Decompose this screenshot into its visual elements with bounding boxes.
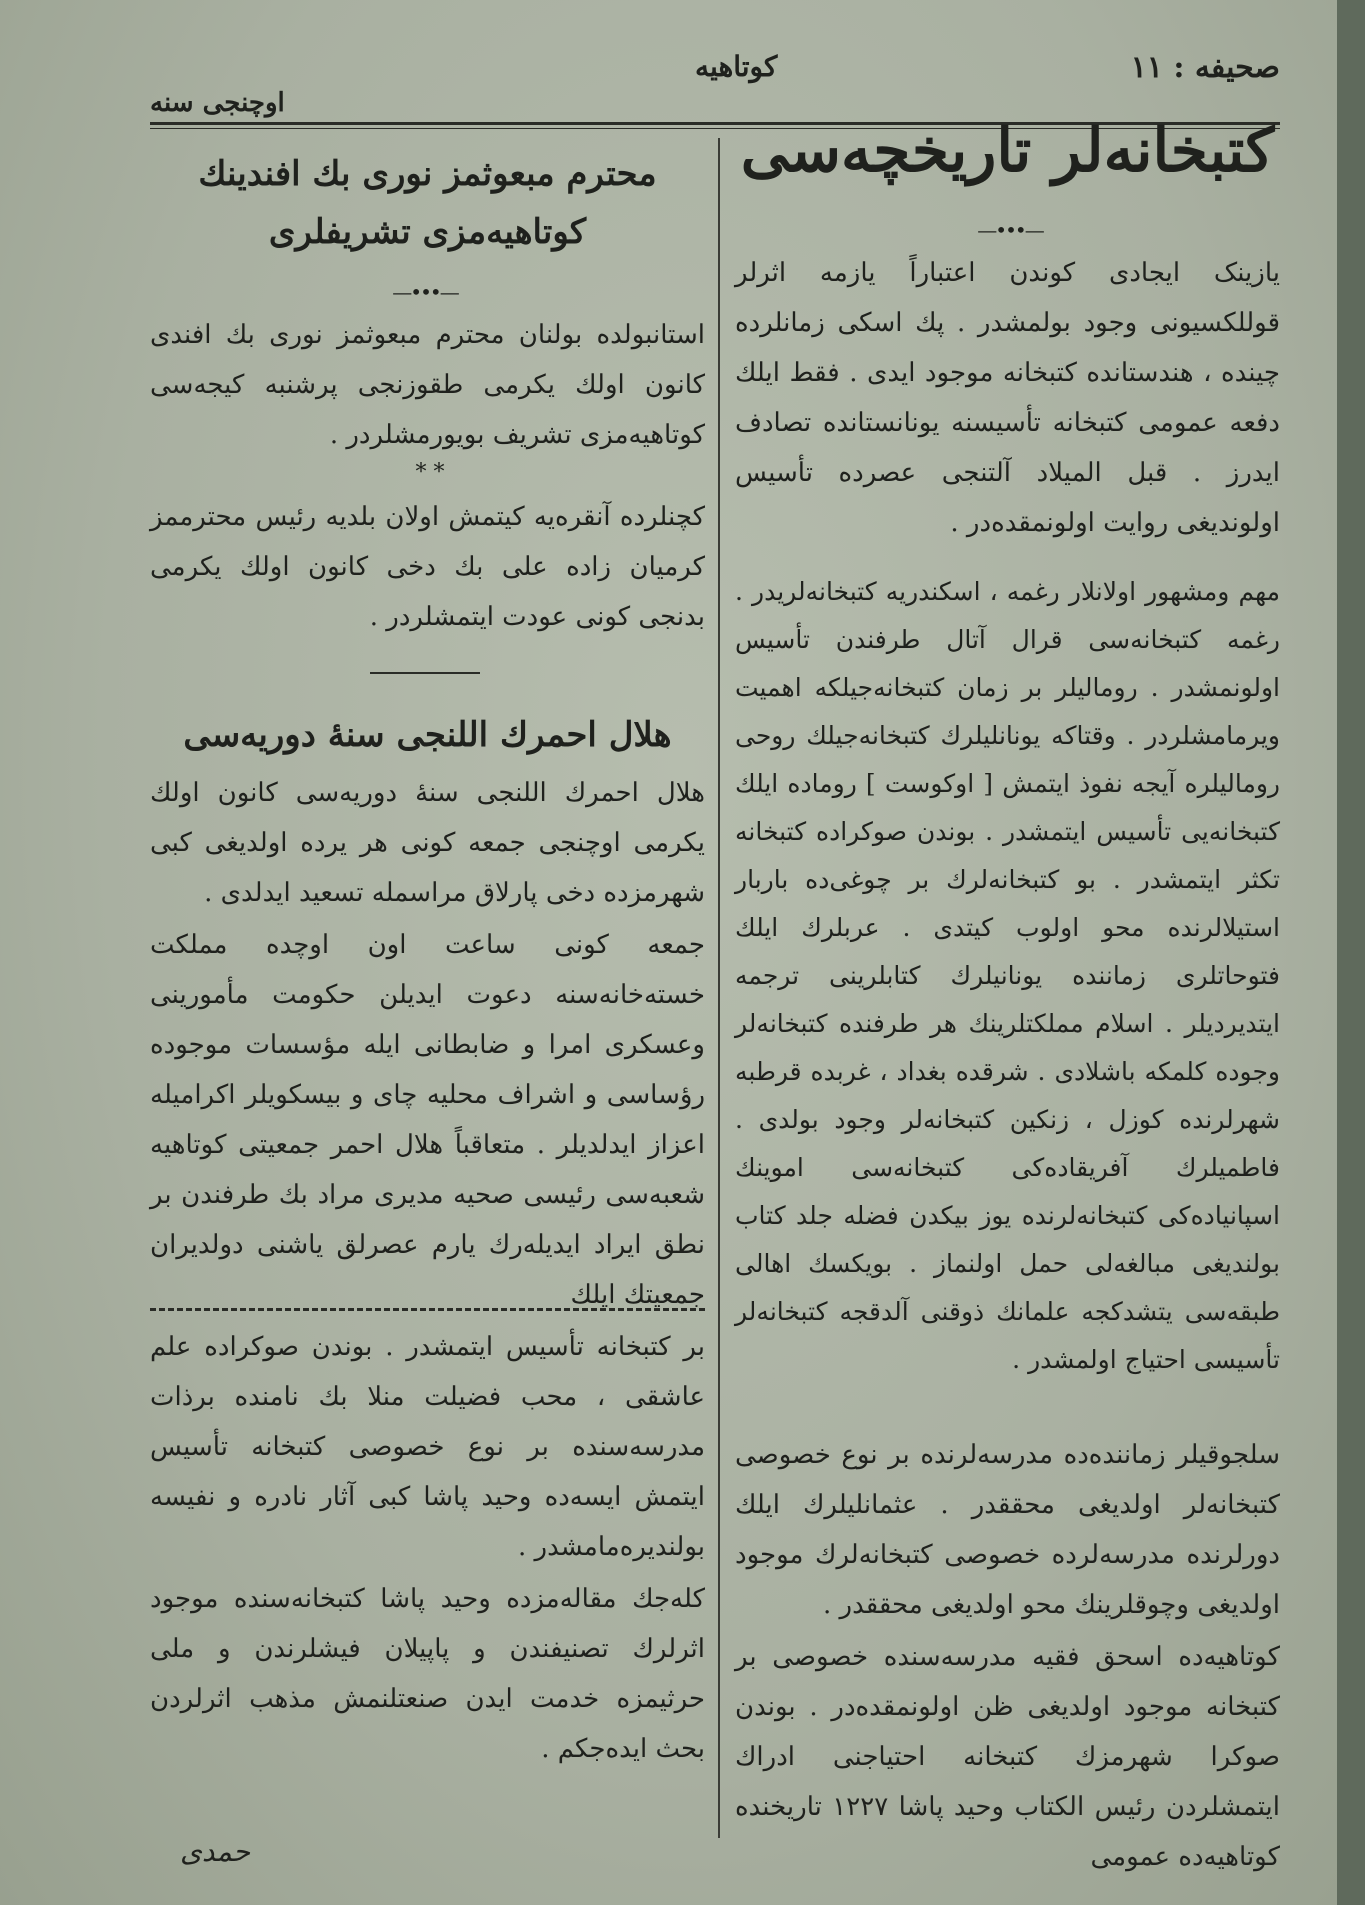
article-paragraph-1: یازینک ایجادی کوندن اعتباراً یازمه اثرلر قوللکسیونی وجود بولمشدر . پك اسکی زمانلرده چینده ، هندستانده کتبخانه موجود ایدی . فقط ایلك دفعه عمومی کتبخانه تأسیسنه یونانستانده تصادف ایدرز . قبل المیلاد آلتنجی عصرده تأسیس اولوندیغی روایت اولونمقده‌در . xyxy=(735,258,1280,538)
article-continuation-2: کله‌جك مقاله‌مزده وحید پاشا کتبخانه‌سنده موجود اثرلرك تصنیفندن و پاپیلان فیشلرندن و ملی حرثیمزه خدمت ایدن صنعتلنمش مذهب اثرلردن بحث ایده‌جکم . xyxy=(150,1584,705,1764)
title-ornament: —•••— xyxy=(977,218,1043,242)
article-paragraph-4: کوتاهیه‌ده اسحق فقیه مدرسه‌سنده خصوصی بر کتبخانه موجود اولدیغی ظن اولونمقده‌در . بوندن صوکرا شهرمزك کتبخانه احتیاجنی ادراك ایتمشلردن رئیس الکتاب وحید پاشا ۱۲۲۷ تاریخنده کوتاهیه‌ده عمومی xyxy=(735,1642,1281,1872)
article-title: کتبخانه‌لر تاریخچه‌سی xyxy=(740,116,1275,186)
year-label: اوچنجی سنه xyxy=(150,88,285,118)
news-body-mayor: کچنلرده آنقره‌یه کیتمش اولان بلدیه رئیس محترممز کرمیان زاده علی بك دخی کانون اولك یکرمی بدنجی کونی عودت ایتمشلردر . xyxy=(150,502,705,632)
column-divider xyxy=(718,138,720,1838)
news-title-red-crescent: هلال احمرك اللنجی سنهٔ دوریه‌سی xyxy=(183,715,672,755)
news-body-red-crescent-1: هلال احمرك اللنجی سنهٔ دوریه‌سی کانون اولك یکرمی اوچنجی جمعه کونی هر یرده اولدیغی کبی شهرمزده دخی پارلاق مراسمله تسعید ایدلدی . xyxy=(150,778,705,908)
article-paragraph-2: مهم ومشهور اولانلار رغمه ، اسکندریه کتبخانه‌لریدر . رغمه کتبخانه‌سی قرال آتال طرفندن تأسیس اولونمشدر . روماليلر بر زمان کتبخانه‌جیلکه اهمیت ویرمامشلردر . وقتاکه یونانلیلرك کتبخانه‌جیلك روحی روماليلره آیجه نفوذ ایتمش [ اوکوست ] رومادە ایلك کتبخانه‌یی تأسیس ایتمشدر . بوندن صوکراده کتبخانه تکثر ایتمشدر . بو کتبخانه‌لرك بر چوغی‌ده باربار استیلالرنده محو اولوب کیتدی . عربلرك ایلك فتوحاتلری زماننده یونانیلرك کتابلرینی ترجمه ایتدیردیلر . اسلام مملکتلرینك هر طرفنده کتبخانه‌لر وجوده کلمکه باشلادی . شرقده بغداد ، غربده قرطبه شهرلرنده کوزل ، زنکین کتبخانه‌لر وجود بولدی . فاطمیلرك آفریقاده‌کی کتبخانه‌سی اموینك اسپانیاده‌کی کتبخانه‌لرنده یوز بیکدن فضله جلد کتاب بولندیغی مبالغه‌لی حمل اولنماز . بویکسك اهالی طبقه‌سی یتشدکجه علمانك ذوقنی آلدقجه کتبخانه‌لر تأسیسی احتیاج اولمشدر . xyxy=(735,577,1280,1374)
short-rule xyxy=(370,672,480,674)
page-number: صحیفه : ۱۱ xyxy=(1130,50,1280,85)
news-ornament: —•••— xyxy=(392,280,458,304)
paper-name: کوتاهیه xyxy=(695,50,778,83)
article-paragraph-3: سلجوقیلر زماننده‌ده مدرسه‌لرنده بر نوع خصوصی کتبخانه‌لر اولدیغی محققدر . عثمانلیلرك ایلك دورلرنده مدرسه‌لرده خصوصی کتبخانه‌لرك موجود اولدیغی وچوقلرینك محو اولدیغی محققدر . xyxy=(735,1440,1280,1620)
page-edge xyxy=(1337,0,1365,1905)
news-title-visit: محترم مبعوثمز نوری بك افندینك کوتاهیه‌مزی تشریفلری xyxy=(198,154,657,252)
column-break-rule xyxy=(150,1308,705,1311)
article-continuation-1: بر کتبخانه تأسیس ایتمشدر . بوندن صوکراده علم عاشقی ، محب فضیلت منلا بك نامنده برذات مدرسه‌سنده بر نوع خصوصی کتبخانه تأسیس ایتمش ایسه‌ده وحید پاشا کبی آثار نادره و نفیسه بولندیرەمامشدر . xyxy=(150,1332,705,1562)
news-body-red-crescent-2: جمعه کونی ساعت اون اوچده مملکت خسته‌خانه‌سنه دعوت ایدیلن حکومت مأمورینی وعسکری امرا و ضابطانی ایله مؤسسات موجوده رؤساسی و اشراف محلیه چای و بیسکویلر اکرامیله اعزاز ایدلدیلر . متعاقباً هلال احمر جمعیتی کوتاهیه شعبه‌سی رئیسی صحیه مدیری مراد بك طرفندن بر نطق ایراد ایدیلەرك یارم عصرلق یاشنی دولدیران جمعیتك ایلك xyxy=(150,930,705,1310)
news-body-visit: استانبولده بولنان محترم مبعوثمز نوری بك افندی کانون اولك یکرمی طقوزنجی پرشنبه کیجه‌سی کوتاهیه‌مزی تشریف بویورمشلردر . xyxy=(150,320,705,450)
separator-stars: * * xyxy=(415,460,445,485)
page-header xyxy=(150,50,1280,118)
author-signature: حمدی xyxy=(180,1835,251,1868)
